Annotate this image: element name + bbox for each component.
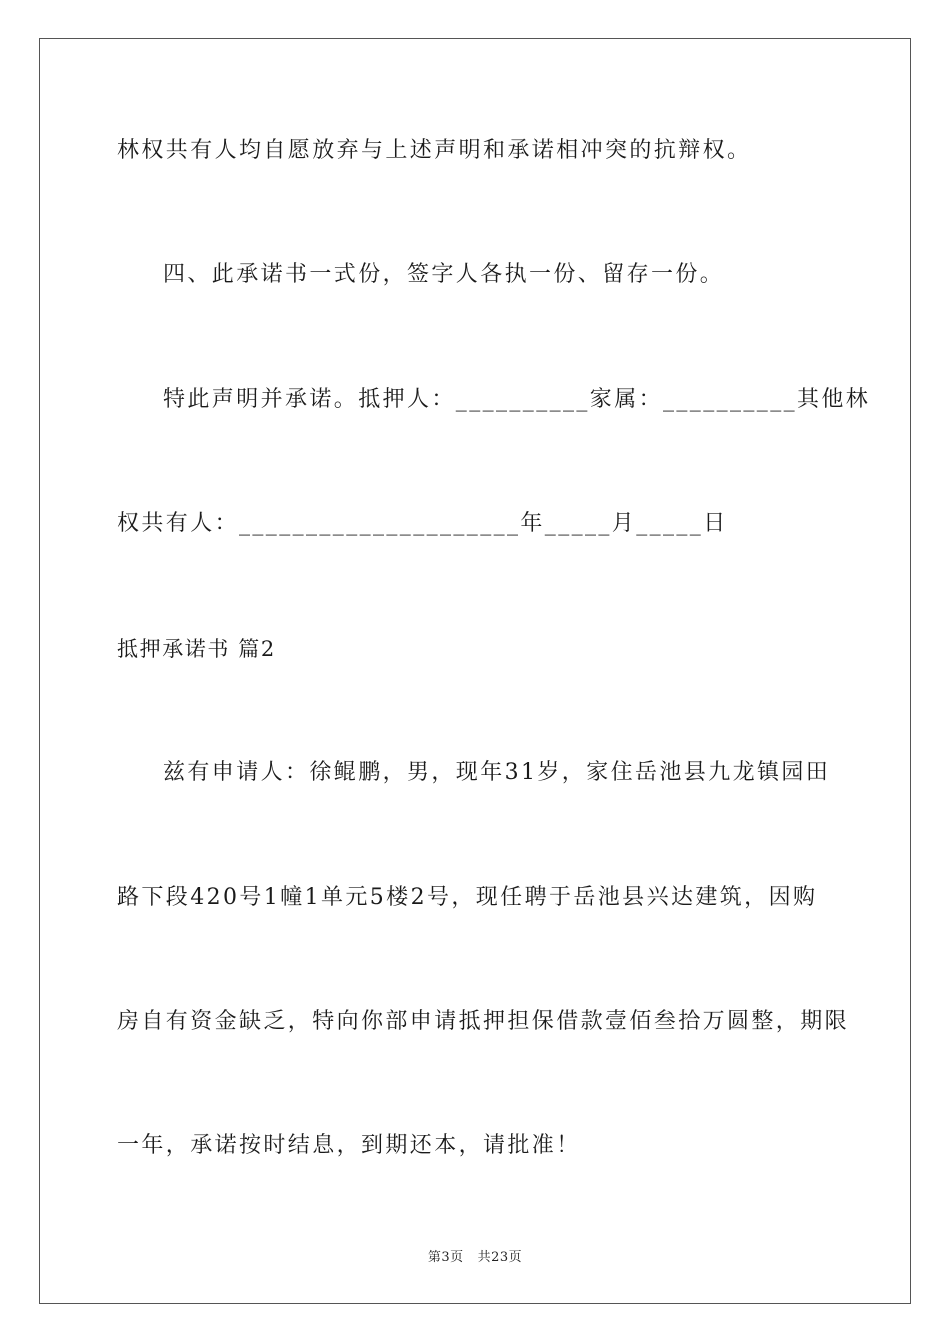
- paragraph-line-6: 路下段420号1幢1单元5楼2号，现任聘于岳池县兴达建筑，因购: [117, 885, 818, 910]
- page-total: 共23页: [477, 1250, 523, 1265]
- paragraph-line-4: 权共有人：_____________________年_____月_____日: [117, 511, 728, 536]
- paragraph-line-8: 一年，承诺按时结息，到期还本，请批准！: [117, 1133, 581, 1158]
- page-footer: [0, 1246, 950, 1265]
- paragraph-line-7: 房自有资金缺乏，特向你部申请抵押担保借款壹佰叁拾万圆整，期限: [117, 1009, 850, 1034]
- paragraph-line-2: 四、此承诺书一式份，签字人各执一份、留存一份。: [163, 262, 725, 287]
- paragraph-line-5: 兹有申请人：徐鲲鹏，男，现年31岁，家住岳池县九龙镇园田: [163, 760, 831, 785]
- page-number: 第3页: [427, 1250, 464, 1265]
- paragraph-line-1: 林权共有人均自愿放弃与上述声明和承诺相冲突的抗辩权。: [117, 138, 752, 163]
- paragraph-line-3: 特此声明并承诺。抵押人：__________家属：__________其他林: [163, 387, 871, 412]
- section-title: 抵押承诺书 篇2: [117, 637, 276, 661]
- page-frame: [39, 38, 911, 1304]
